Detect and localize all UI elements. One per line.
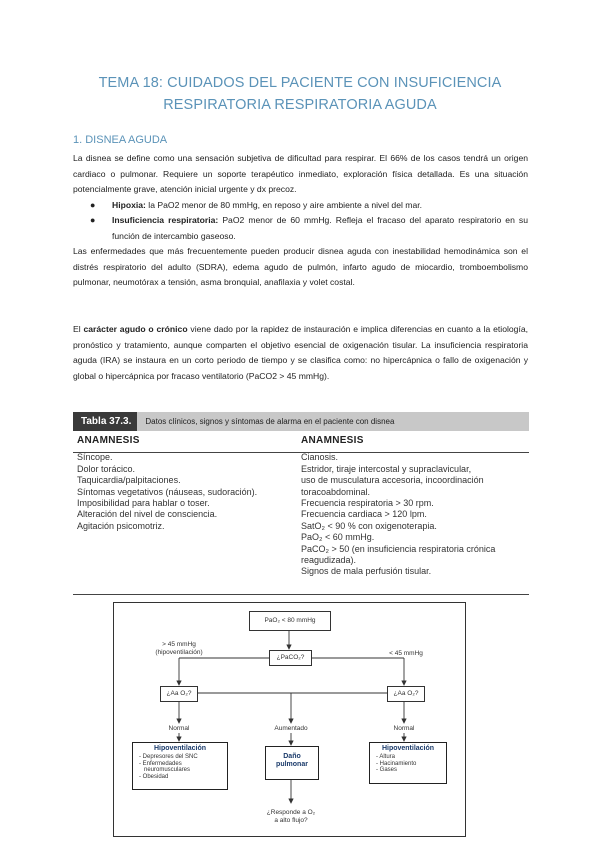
flowchart-connectors <box>114 603 465 836</box>
paragraph-enfermedades: Las enfermedades que más frecuentemente pueden producir disnea aguda con inestabilidad hemodinámica son el distrés respiratorio del adulto (SDRA), edema agudo de pulmón, infarto agudo de miocardio, tromboembolismo pulmonar, neumotórax a tensión, asma bronquial, anafilaxia y volet costal. <box>73 246 528 287</box>
flow-box-left-item: - Depresores del SNC <box>139 754 198 760</box>
flow-box-top <box>249 611 331 631</box>
flow-normal-left: Normal <box>168 725 190 732</box>
table-right-item: PaO₂ < 60 mmHg. <box>301 532 375 543</box>
paragraph-caracter <box>73 322 528 384</box>
bullet-dot: ● <box>90 215 96 225</box>
flow-box-right-item: - Altura <box>376 754 396 760</box>
title-line-1: TEMA 18: CUIDADOS DEL PACIENTE CON INSUFICIENCIA <box>98 75 502 91</box>
flow-box-right-item: - Hacinamiento <box>376 760 417 767</box>
flow-bottom-q-1: ¿Responde a O₂ <box>266 809 316 816</box>
table-right-item: reagudizada). <box>301 555 357 566</box>
table-right-item: Estridor, tiraje intercostal y supraclavicular, <box>301 463 472 474</box>
table-right-column <box>301 435 527 578</box>
section-heading: 1. DISNEA AGUDA <box>73 134 168 146</box>
para3-pre: El <box>73 324 84 334</box>
flow-box-mid-title <box>266 753 318 768</box>
table-bottom-rule <box>73 594 529 595</box>
flow-aumentado: Aumentado <box>274 725 308 732</box>
table-right-item: PaCO₂ > 50 (en insuficiencia respiratoria crónica <box>301 543 496 554</box>
flow-text-center-q: ¿PaCO₂? <box>276 654 305 661</box>
flow-box-left-item: neuromusculares <box>144 767 191 774</box>
flow-text-top: PaO₂ < 80 mmHg <box>264 617 316 624</box>
flow-box-center-q <box>269 650 312 666</box>
flow-box-dano-pulmonar <box>265 746 319 780</box>
para3-bold: carácter agudo o crónico <box>83 324 188 334</box>
para3-post: viene dado por la rapidez de instauración e implica diferencias en cuanto a la etiología, pronóstico y tratamiento, aunque comparten el objetivo esencial de oxigenación tisular. La insuficiencia respiratoria aguda (IRA) se instaura en un corto periodo de tiempo y se clasifica como: no hipercápnica o fallo de oxigenación y global o hipercápnica por fracaso ventilatorio (PaCO2 > 45 mmHg). <box>73 324 528 381</box>
title-line-2: RESPIRATORIA RESPIRATORIA AGUDA <box>163 97 437 113</box>
paragraph-definition: La disnea se define como una sensación subjetiva de dificultad para respirar. El 66% de los casos tendrá un origen cardiaco o pulmonar. Requiere un soporte terapéutico inmediato, exploración física detallada. Es una situación potencialmente grave, atención inicial urgente y dx precoz. <box>73 153 528 194</box>
flow-box-mid-title-2: pulmonar <box>276 760 308 768</box>
table-left-header: ANAMNESIS <box>77 435 140 446</box>
flow-box-hipoventilacion-left <box>132 742 228 790</box>
flow-right-condition: < 45 mmHg <box>389 650 423 657</box>
flow-box-left-list <box>139 754 227 780</box>
table-header-bar <box>73 412 529 431</box>
table-left-item: Agitación psicomotriz. <box>77 520 165 531</box>
table-right-item: Frecuencia respiratoria > 30 rpm. <box>301 498 434 509</box>
table-left-item: Taquicardia/palpitaciones. <box>77 475 181 486</box>
table-right-item: uso de musculatura accesoria, incoordinación <box>301 475 484 486</box>
table-label: Tabla 37.3. <box>73 412 137 431</box>
flow-box-hipoventilacion-right <box>369 742 447 784</box>
flow-normal-right: Normal <box>393 725 415 732</box>
table-right-item: Signos de mala perfusión tisular. <box>301 566 432 577</box>
table-right-item: toracoabdominal. <box>301 486 371 497</box>
table-image <box>73 412 529 595</box>
flow-box-right-item: - Gases <box>376 767 398 774</box>
flow-left-cond-2: (hipoventilación) <box>155 648 203 656</box>
flow-box-left-item: - Enfermedades <box>139 760 182 767</box>
table-right-header: ANAMNESIS <box>301 435 364 446</box>
flowchart-image <box>113 602 466 837</box>
bullet-text: la PaO2 menor de 80 mmHg, en reposo y aire ambiente a nivel del mar. <box>145 200 423 210</box>
flow-bottom-question <box>251 809 331 824</box>
table-caption: Datos clínicos, signos y síntomas de alarma en el paciente con disnea <box>145 417 395 426</box>
bullet-insuficiencia <box>90 213 528 244</box>
flow-left-cond-1: > 45 mmHg <box>162 641 196 648</box>
bullet-term: Hipoxia: <box>112 200 146 210</box>
flow-box-left-title: Hipoventilación <box>153 745 207 752</box>
table-left-item: Dolor torácico. <box>77 463 136 474</box>
table-right-item: Cianosis. <box>301 452 339 463</box>
table-left-item: Alteración del nivel de consciencia. <box>77 509 218 520</box>
bullet-dot: ● <box>90 200 96 210</box>
table-left-item: Imposibilidad para hablar o toser. <box>77 498 210 509</box>
bullet-hipoxia <box>90 198 528 214</box>
flow-text-right-q: ¿Aa O₂? <box>393 690 419 697</box>
flow-left-condition <box>144 641 214 656</box>
table-left-item: Síntomas vegetativos (náuseas, sudoración). <box>77 486 258 497</box>
flow-box-right-title: Hipoventilación <box>381 745 435 752</box>
bullet-term: Insuficiencia respiratoria: <box>112 215 219 225</box>
flow-box-left-item: - Obesidad <box>139 773 169 780</box>
flow-text-left-q: ¿Aa O₂? <box>166 690 192 697</box>
page-title <box>60 72 540 116</box>
table-left-item: Síncope. <box>77 452 113 463</box>
table-body <box>73 431 529 595</box>
table-right-item: Frecuencia cardiaca > 120 lpm. <box>301 509 427 520</box>
flow-box-right-list <box>376 754 446 774</box>
flow-bottom-q-2: a alto flujo? <box>274 816 308 824</box>
table-left-column <box>77 435 295 532</box>
flow-box-left-q <box>160 686 198 702</box>
flow-box-mid-title-1: Daño <box>283 753 301 760</box>
table-right-item: SatO₂ < 90 % con oxigenoterapia. <box>301 520 437 531</box>
bullet-text: PaO2 menor de 60 mmHg. Refleja el fracaso del aparato respiratorio en su función de intercambio gaseoso. <box>112 215 528 241</box>
flow-box-right-q <box>387 686 425 702</box>
